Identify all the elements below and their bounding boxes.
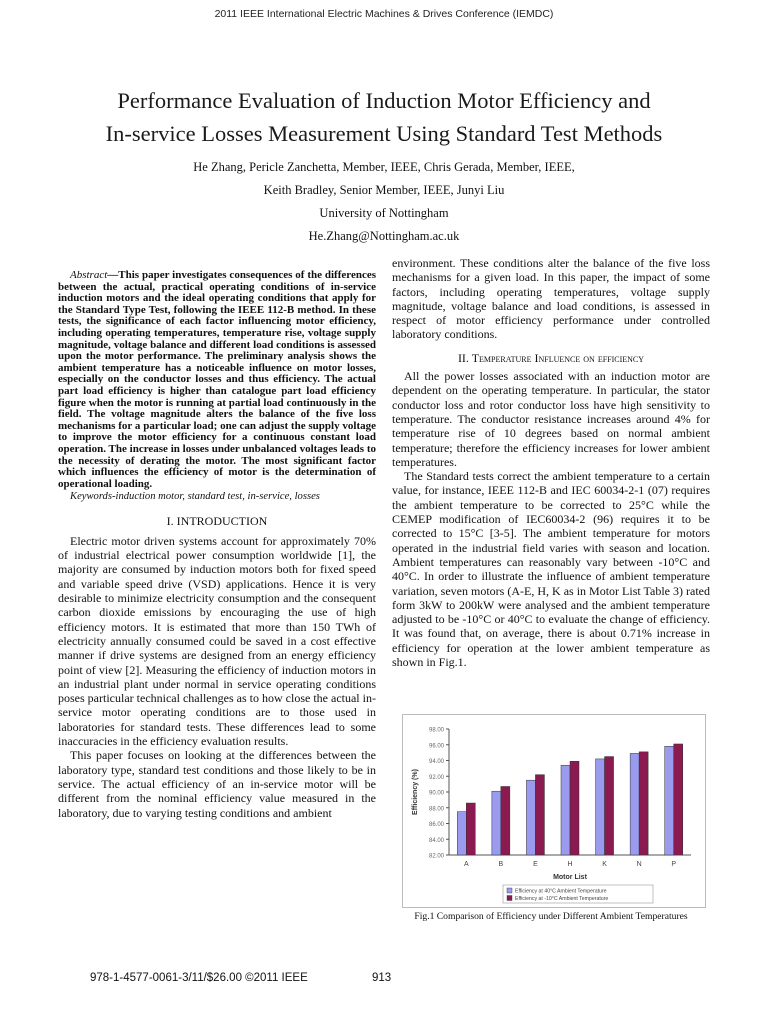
conference-header: 2011 IEEE International Electric Machines & Drives Conference (IEMDC) bbox=[214, 8, 554, 20]
affiliation: University of Nottingham bbox=[319, 206, 449, 220]
figure-1-caption: Fig.1 Comparison of Efficiency under Different Ambient Temperatures bbox=[414, 911, 688, 922]
y-tick-label-8: 98.00 bbox=[428, 727, 444, 734]
y-tick-label-7: 96.00 bbox=[428, 743, 444, 750]
abstract-label: Abstract bbox=[70, 269, 108, 281]
page-number: 913 bbox=[372, 972, 392, 984]
figure-1-chart bbox=[402, 714, 706, 908]
x-tick-label-P: P bbox=[671, 861, 677, 868]
title-line-2: In-service Losses Measurement Using Standard Test Methods bbox=[105, 121, 663, 146]
intro-paragraph-3: environment. These conditions alter the balance of the five loss mechanisms for a given load. In this paper, the impact of some factors, including operating temperatures, voltage supply magnitude, voltage balance and load conditions, is assessed in respect of motor efficiency performance under controlled laboratory conditions. bbox=[392, 256, 710, 342]
x-tick-label-K: K bbox=[602, 861, 607, 868]
abstract-text: This paper investigates consequences of the differences between the actual, practical operating conditions of in-service induction motors and the ideal operating conditions that apply for the Standard Type Test, following the IEEE 112-B method. In these tests, the significance of each factor influencing motor efficiency, including operating temperatures, temperature rise, voltage supply magnitude, voltage balance and different load conditions is assessed upon the motor performance. The preliminary analysis shows the ambient temperature has a noticeable influence on motor losses, especially on the conductor losses and thus efficiency. The actual part load efficiency is higher than catalogue part load efficiency figure when the motor is running at partial load continuously in the field. The voltage magnitude alters the balance of the five loss mechanisms for a particular load; one can adjust the supply voltage to improve the motor efficiency for a continuous constant load operation. The increase in losses under unbalanced voltages leads to the necessity of derating the motor. The most significant factor which influences the efficiency of motor is the determination of operational loading. bbox=[58, 269, 376, 490]
section-heading-temperature: II. Temperature Influence on efficiency bbox=[457, 350, 645, 365]
bar-P-series-2 bbox=[674, 744, 683, 855]
authors-line-1: He Zhang, Pericle Zanchetta, Member, IEEE, Chris Gerada, Member, IEEE, bbox=[193, 160, 575, 174]
author-block bbox=[40, 156, 728, 248]
bar-B-series-1 bbox=[492, 791, 501, 855]
y-tick-label-2: 86.00 bbox=[428, 822, 444, 828]
legend-swatch-2 bbox=[507, 896, 512, 901]
bar-K-series-2 bbox=[605, 757, 614, 855]
bar-B-series-2 bbox=[501, 786, 510, 855]
x-axis-label: Motor List bbox=[553, 874, 587, 881]
intro-paragraph-1: Electric motor driven systems account for approximately 70% of industrial electrical power consumption worldwide [1], the majority are consumed by induction motors both for fixed speed and variable speed drive (VSD) applications. Hence it is very desirable to minimize electricity consumption and the consequent carbon dioxide emissions by encouraging the use of high efficiency motors. It is estimated that more than 150 TWh of electricity annually consumed could be saved in a cost effective manner if drive systems are designed from an energy efficiency point of view [2]. Measuring the efficiency of induction motors in an industrial plant under normal in service operating conditions poses particular technical challenges as to how close the actual in-service motor operating conditions are to those used in laboratories for standard tests. These differences lead to some inaccuracies in the efficiency evaluation results. bbox=[58, 533, 376, 749]
y-tick-label-4: 90.00 bbox=[428, 790, 444, 797]
y-tick-label-6: 94.00 bbox=[428, 759, 444, 765]
bar-A-series-2 bbox=[466, 803, 475, 855]
x-tick-label-B: B bbox=[498, 861, 504, 868]
section-heading-introduction: I. INTRODUCTION bbox=[166, 513, 268, 528]
legend-entry-2: Efficiency at -10°C Ambient Temperature bbox=[515, 896, 609, 902]
footer-isbn: 978-1-4577-0061-3/11/$26.00 ©2011 IEEE bbox=[90, 972, 308, 984]
bar-K-series-1 bbox=[596, 759, 605, 855]
keywords: Keywords-induction motor, standard test, in-service, losses bbox=[70, 491, 320, 503]
bar-P-series-1 bbox=[665, 746, 674, 855]
y-tick-label-3: 88.00 bbox=[428, 806, 444, 813]
right-column bbox=[392, 256, 710, 669]
x-tick-label-E: E bbox=[533, 861, 538, 868]
bar-N-series-2 bbox=[639, 752, 648, 855]
bar-H-series-1 bbox=[561, 765, 570, 855]
bar-A-series-1 bbox=[457, 812, 466, 855]
bar-E-series-1 bbox=[526, 780, 535, 855]
y-axis-label: Efficiency (%) bbox=[412, 769, 419, 815]
intro-paragraph-2: This paper focuses on looking at the differences between the laboratory type, standard test conditions and those likely to be in service. The actual efficiency of an in-service motor will be different from the nominal efficiency value measured in the laboratory, due to varying testing conditions and ambient bbox=[58, 748, 376, 820]
efficiency-bar-chart bbox=[403, 715, 705, 907]
temperature-paragraph-1: All the power losses associated with an induction motor are dependent on the operating temperature. In particular, the stator conductor loss and rotor conductor loss have high sensitivity to temperature. The conductor resistance increases around 4% for temperature rise of 10 degrees based on normal ambient temperature; therefore the efficiency increases for lower ambient temperatures. bbox=[392, 369, 710, 469]
x-tick-label-A: A bbox=[463, 861, 469, 868]
bar-N-series-1 bbox=[630, 753, 639, 855]
authors-line-2: Keith Bradley, Senior Member, IEEE, Junyi Liu bbox=[263, 183, 505, 197]
legend-swatch-1 bbox=[507, 888, 512, 893]
bar-H-series-2 bbox=[570, 761, 579, 855]
x-tick-label-N: N bbox=[636, 861, 642, 868]
temperature-paragraph-2: The Standard tests correct the ambient temperature to a certain value, for instance, IEEE 112-B and IEC 60034-2-1 (07) requires the ambient temperature to be corrected to 25°C while the CEMEP modification of IEC60034-2 (96) requires it to be corrected to 15°C [3-5]. The ambient temperature for motors operated in the industrial field varies with season and location. Ambient temperatures can reasonably vary between -10°C and 40°C. In order to illustrate the influence of ambient temperature variation, seven motors (A-E, H, K as in Motor List Table 3) rated form 3kW to 200kW were analysed and the ambient temperature adjusted to be -10°C or 40°C to evaluate the change of efficiency. It was found that, on average, there is about 0.71% increase in efficiency for operation at the lower ambient temperature as shown in Fig.1. bbox=[392, 469, 710, 670]
legend-entry-1: Efficiency at 40°C Ambient Temperature bbox=[515, 888, 607, 895]
paper-title bbox=[40, 84, 728, 150]
y-tick-label-1: 84.00 bbox=[428, 837, 444, 844]
title-line-1: Performance Evaluation of Induction Motor Efficiency and bbox=[117, 88, 651, 113]
left-column bbox=[58, 270, 376, 820]
x-tick-label-H: H bbox=[567, 861, 573, 868]
bar-E-series-2 bbox=[535, 775, 544, 855]
y-tick-label-5: 92.00 bbox=[428, 774, 444, 781]
abstract bbox=[58, 270, 376, 490]
author-email[interactable]: He.Zhang@Nottingham.ac.uk bbox=[308, 229, 460, 243]
abstract-dash: — bbox=[107, 269, 119, 281]
y-tick-label-0: 82.00 bbox=[428, 853, 444, 860]
